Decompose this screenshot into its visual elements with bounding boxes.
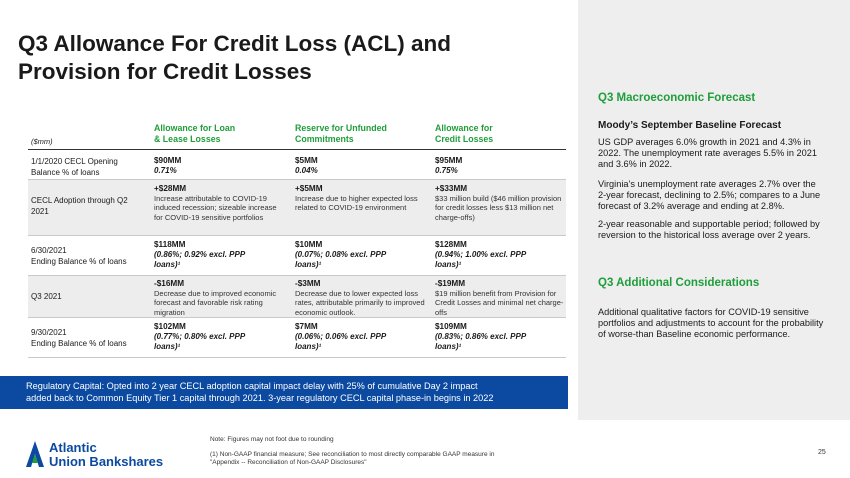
- table-cell: [435, 279, 565, 317]
- table-row: [28, 150, 566, 180]
- footnote-1: [210, 451, 540, 467]
- forecast-paragraph-period: 2-year reasonable and supportable period; followed by reversion to the historical loss average over 2 years.: [598, 219, 820, 240]
- table-unit-label: ($mm): [31, 137, 53, 146]
- page-title: [18, 30, 558, 86]
- page-title-line-1: Q3 Allowance For Credit Loss (ACL) and: [18, 31, 451, 56]
- cell-value: +$28MM: [154, 184, 187, 193]
- cell-percent: loans)¹: [295, 342, 322, 351]
- table-cell: [154, 240, 284, 271]
- cell-value: $95MM: [435, 156, 463, 165]
- cell-value: $10MM: [295, 240, 323, 249]
- additional-considerations-heading: Q3 Additional Considerations: [598, 277, 760, 289]
- header-line: Credit Losses: [435, 133, 494, 144]
- acl-table: [28, 120, 566, 358]
- cell-value: $128MM: [435, 240, 467, 249]
- cell-percent: (0.07%; 0.08% excl. PPP: [295, 249, 387, 259]
- forecast-panel: [578, 0, 850, 420]
- cell-value: $90MM: [154, 156, 182, 165]
- forecast-subheading: Moody’s September Baseline Forecast: [598, 120, 782, 131]
- cell-percent: 0.75%: [435, 165, 458, 175]
- table-row: [28, 236, 566, 276]
- table-cell: [295, 184, 425, 213]
- cell-description: Increase attributable to COVID-19 induced recession; sizeable increase for COVID-19 sensitive portfolios: [154, 193, 277, 222]
- table-cell: [435, 156, 565, 176]
- cell-percent: loans)¹: [435, 342, 462, 351]
- table-body: [28, 150, 566, 358]
- cell-percent: loans)¹: [154, 342, 181, 351]
- header-reserve-unfunded: [295, 123, 387, 144]
- forecast-paragraph-virginia: Virginia’s unemployment rate averages 2.7% over the 2-year forecast, declining to 2.5%; compares to a June forecast of 3.2% average and ending at 2.8%.: [598, 179, 821, 211]
- cell-value: -$19MM: [435, 279, 466, 288]
- table-row: [28, 276, 566, 318]
- table-cell: [154, 184, 284, 222]
- cell-percent: (0.83%; 0.86% excl. PPP: [435, 331, 527, 341]
- cell-value: $118MM: [154, 240, 186, 249]
- rounding-note: Note: Figures may not foot due to rounding: [210, 436, 334, 443]
- row-label: [31, 292, 143, 303]
- cell-percent: (0.94%; 1.00% excl. PPP: [435, 249, 527, 259]
- cell-description: Increase due to higher expected loss related to COVID-19 environment: [295, 193, 418, 212]
- cell-description: $19 million benefit from Provision for Credit Losses and minimal net charge-offs: [435, 288, 564, 317]
- cell-description: Decrease due to lower expected loss rates, attributable primarily to improved economic outlook.: [295, 288, 425, 317]
- header-line: Reserve for Unfunded: [295, 123, 387, 133]
- header-line: & Lease Losses: [154, 133, 221, 144]
- table-row: [28, 180, 566, 236]
- company-logo: [24, 440, 174, 472]
- table-row: [28, 318, 566, 358]
- footnote-line: "Appendix -- Reconciliation of Non-GAAP Disclosures": [210, 459, 367, 466]
- cell-description: $33 million build ($46 million provision for credit losses less $13 million net charge-offs): [435, 193, 562, 222]
- cell-value: $7MM: [295, 322, 318, 331]
- table-cell: [154, 156, 284, 176]
- table-cell: [435, 184, 565, 222]
- page-title-line-2: Provision for Credit Losses: [18, 59, 312, 84]
- table-cell: [435, 322, 565, 353]
- cell-percent: loans)¹: [295, 260, 322, 269]
- header-allowance-loan-lease: [154, 123, 235, 144]
- logo-text-line-1: Atlantic: [49, 440, 97, 455]
- table-header: [28, 120, 566, 150]
- cell-value: -$3MM: [295, 279, 321, 288]
- regulatory-line-1: Regulatory Capital: Opted into 2 year CECL adoption capital impact delay with 25% of cumulative Day 2 impact: [26, 381, 478, 391]
- cell-percent: (0.06%; 0.06% excl. PPP: [295, 331, 387, 341]
- cell-percent: loans)¹: [435, 260, 462, 269]
- footnote-line: (1) Non-GAAP financial measure; See reconciliation to most directly comparable GAAP measure in: [210, 451, 495, 458]
- table-cell: [295, 156, 425, 176]
- additional-considerations-paragraph: Additional qualitative factors for COVID-19 sensitive portfolios and adjustments to account for the probability of worse-than Baseline economic performance.: [598, 307, 824, 339]
- row-label-line: Q3 2021: [31, 292, 62, 301]
- table-cell: [154, 279, 284, 317]
- row-label: [31, 196, 143, 217]
- table-cell: [154, 322, 284, 353]
- forecast-paragraph-gdp: US GDP averages 6.0% growth in 2021 and 4.3% in 2022. The unemployment rate averages 5.5% in 2021 and 3.6% in 2022.: [598, 137, 817, 169]
- regulatory-line-2: added back to Common Equity Tier 1 capital through 2021. 3-year regulatory CECL capital phase-in begins in 2022: [26, 393, 494, 403]
- cell-value: $109MM: [435, 322, 467, 331]
- cell-percent: 0.04%: [295, 165, 318, 175]
- cell-description: Decrease due to improved economic forecast and favorable risk rating migration: [154, 288, 277, 317]
- logo-text-line-2: Union Bankshares: [49, 454, 164, 469]
- table-cell: [295, 322, 425, 353]
- row-label-line: Ending Balance % of loans: [31, 338, 127, 348]
- cell-value: +$5MM: [295, 184, 323, 193]
- cell-percent: 0.71%: [154, 165, 177, 175]
- cell-value: $5MM: [295, 156, 318, 165]
- cell-value: -$16MM: [154, 279, 185, 288]
- cell-percent: (0.77%; 0.80% excl. PPP: [154, 331, 246, 341]
- regulatory-capital-banner: [0, 376, 568, 409]
- header-line: Commitments: [295, 133, 354, 144]
- row-label: [31, 157, 143, 178]
- header-line: Allowance for Loan: [154, 123, 236, 133]
- page-number: 25: [818, 449, 826, 456]
- row-label-line: 1/1/2020 CECL Opening: [31, 157, 118, 166]
- table-cell: [435, 240, 565, 271]
- cell-value: +$33MM: [435, 184, 468, 193]
- table-cell: [295, 240, 425, 271]
- row-label-line: 9/30/2021: [31, 328, 67, 337]
- row-label: [31, 246, 143, 267]
- cell-percent: (0.86%; 0.92% excl. PPP: [154, 249, 246, 259]
- logo-mark-icon: [24, 440, 46, 468]
- row-label-line: 2021: [31, 206, 49, 216]
- header-allowance-credit-losses: [435, 123, 493, 144]
- row-label-line: 6/30/2021: [31, 246, 67, 255]
- cell-percent: loans)¹: [154, 260, 181, 269]
- cell-value: $102MM: [154, 322, 186, 331]
- row-label-line: Ending Balance % of loans: [31, 256, 127, 266]
- forecast-heading: Q3 Macroeconomic Forecast: [598, 92, 756, 104]
- row-label: [31, 328, 143, 349]
- table-cell: [295, 279, 425, 317]
- row-label-line: Balance % of loans: [31, 167, 100, 177]
- row-label-line: CECL Adoption through Q2: [31, 196, 128, 205]
- header-line: Allowance for: [435, 123, 493, 133]
